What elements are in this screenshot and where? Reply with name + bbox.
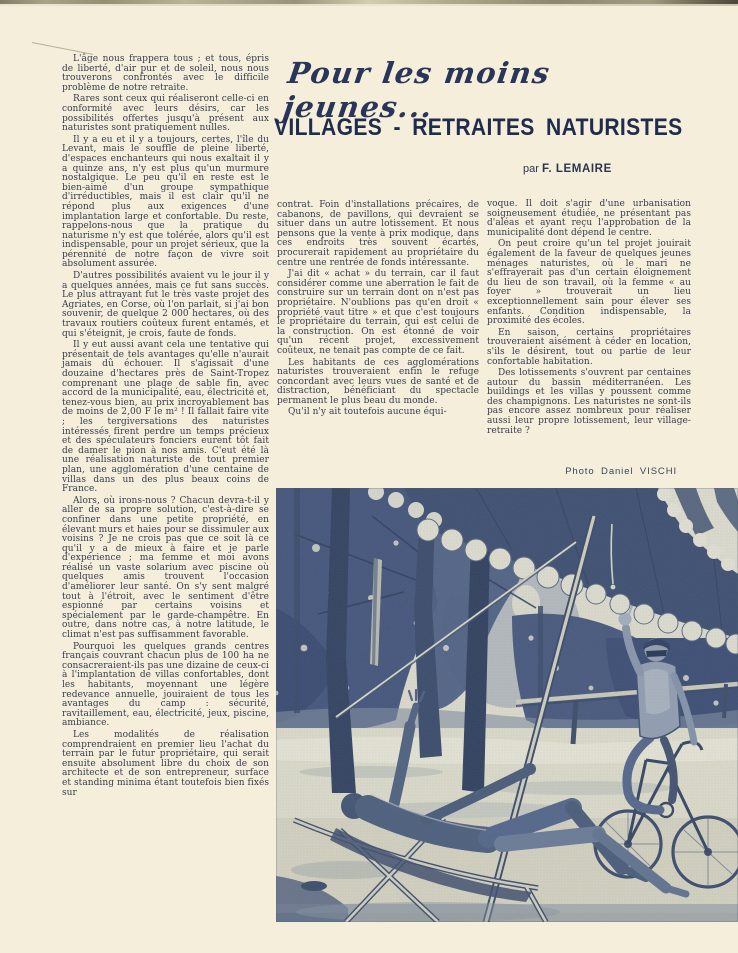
- paragraph: Alors, où irons-nous ? Chacun devra-t-il y aller de sa propre solution, c'est-à-dire se confiner dans une petite propriété, en élevant murs et haies pour se dissimuler aux voisins ? Je ne crois pas que ce soit là ce qu'il y a de mieux à faire et je parle d'expérience ; ma femme et moi avons réalisé un vaste solarium avec piscine où quelques amis trouvent l'occasion d'améliorer leur santé. On s'y sent malgré tout à l'étroit, avec le sentiment d'être espionné par certains voisins et spécialement par le garde-champêtre. En outre, dans notre cas, à notre latitude, le climat n'est pas suffisamment favorable.: [62, 495, 269, 641]
- article-headline: VILLAGES - RETRAITES NATURISTES: [274, 114, 683, 141]
- paragraph: Des lotissements s'ouvrent par centaines autour du bassin méditerranéen. Les buildings et les villas y poussent comme des champignons. Les naturistes ne sont-ils pas encore assez nombreux pour réaliser aussi leur propre lotissement, leur village-retraite ?: [487, 368, 691, 436]
- naturist-campsite-photo: [276, 488, 738, 922]
- paragraph: D'autres possibilités avaient vu le jour il y a quelques années, mais ce fut sans succès. Le plus attrayant fut le très vaste projet des Agriates, en Corse, où l'on parlait, si j'ai bon souvenir, de quelque 2 000 hectares, où des travaux routiers coûteux furent entamés, et qui s'éteignit, je crois, faute de fonds.: [62, 271, 269, 339]
- photo-credit: Photo Daniel VISCHI: [565, 466, 677, 477]
- paragraph: Pourquoi les quelques grands centres français couvrant chacun plus de 100 ha ne consacreraient-ils pas une dizaine de ceux-ci à l'implantation de villas confortables, dont les habitants, moyennant une légère redevance annuelle, jouiraient de tous les avantages du camp : sécurité, ravitaillement, eau, électricité, jeux, piscine, ambiance.: [62, 641, 269, 729]
- paragraph: L'âge nous frappera tous ; et tous, épris de liberté, d'air pur et de soleil, nous nous trouverons confrontés avec le difficile problème de notre retraite.: [62, 54, 269, 93]
- byline-prefix: par: [523, 163, 539, 175]
- article-photo: [276, 488, 738, 922]
- scan-scratch-artifact: [32, 42, 93, 55]
- paragraph: Rares sont ceux qui réaliseront celle-ci en conformité avec leurs désirs, car les possibilités offertes jusqu'à présent aux naturistes sont pratiquement nulles.: [62, 94, 269, 134]
- paragraph: En saison, certains propriétaires trouveraient aisément à céder en location, s'ils le désirent, tout ou partie de leur confortable habitation.: [487, 327, 691, 367]
- kicker-script-title: Pour les moins jeunes...: [281, 56, 553, 124]
- paragraph: Il y a eu et il y a toujours, certes, l'île du Levant, mais le souffle de pleine liberté, d'espaces enchanteurs qui nous exaltait il y a quinze ans, n'y est plus qu'un murmure nostalgique. Le peu qu'il en reste est le bien-aimé d'un groupe sympathique d'irréductibles, mais il est clair qu'il ne répond plus aux exigences d'une implantation large et confortable. Du reste, rappelons-nous que la pratique du naturisme n'y est que tolérée, alors qu'il est indispensable, pour un projet sérieux, que la pérennité de notre façon de vivre soit absolument assurée.: [62, 134, 269, 270]
- byline-author: F. LEMAIRE: [541, 163, 612, 175]
- paragraph: J'ai dit « achat » du terrain, car il faut considérer comme une aberration le fait de construire sur un terrain dont on n'est pas propriétaire. N'oublions pas qu'en droit « propriété vaut titre » et que c'est toujours le propriétaire du terrain, qui est celui de la construction. On est étonné de voir qu'un récent projet, excessivement coûteux, ne tenait pas compte de ce fait.: [277, 269, 479, 356]
- paragraph: Les modalités de réalisation comprendraient en premier lieu l'achat du terrain par le futur propriétaire, qui serait ensuite absolument libre du choix de son architecte et de son entrepreneur, surface et standing minima étant toutefois bien fixés sur: [62, 729, 269, 798]
- byline: [523, 163, 612, 175]
- text-column-2: [277, 201, 479, 420]
- paragraph: contrat. Foin d'installations précaires, de cabanons, de pavillons, qui devraient se situer dans un autre lotissement. Et nous pensons que la vente à prix modique, dans ces endroits très souvent écartés, procurerait rapidement au propriétaire du centre une rentrée de fonds intéressante.: [277, 200, 479, 268]
- paragraph: On peut croire qu'un tel projet jouirait également de la faveur de quelques jeunes ménages naturistes, où le mari ne s'effrayerait pas d'un certain éloignement du lieu de son travail, où la femme « au foyer » trouverait un lieu exceptionnellement sain pour élever ses enfants. Condition indispensable, la proximité des écoles.: [487, 239, 691, 327]
- text-column-1: [62, 55, 269, 800]
- paragraph: Il y eut aussi avant cela une tentative qui présentait de tels avantages qu'elle n'aurait jamais dû échouer. Il s'agissait d'une douzaine d'hectares près de Saint-Tropez comprenant une plage de sable fin, avec accord de la municipalité, eau, électricité et, tenez-vous bien, au prix incroyablement bas de moins de 2,00 F le m² ! Il fallait faire vite ; les tergiversations des naturistes intéressés firent perdre un temps précieux et des spéculateurs fonciers eurent tôt fait de damer le pion à nos amis. C'eut été là une réalisation naturiste de tout premier plan, une agglomération d'une centaine de villas dans un des plus beaux coins de France.: [62, 340, 269, 495]
- paragraph: voque. Il doit s'agir d'une urbanisation soigneusement étudiée, ne présentant pas d'aléas et ayant reçu l'approbation de la municipalité dont dépend le centre.: [487, 199, 691, 238]
- scan-edge-shadow: [0, 4, 738, 6]
- paragraph: Qu'il n'y ait toutefois aucune équi-: [288, 407, 447, 418]
- text-column-3: [487, 200, 691, 438]
- paragraph: Les habitants de ces agglomérations naturistes trouveraient enfin le refuge concordant avec leurs vues de santé et de distraction, bénéficiant du spectacle permanent le plus beau du monde.: [277, 357, 479, 406]
